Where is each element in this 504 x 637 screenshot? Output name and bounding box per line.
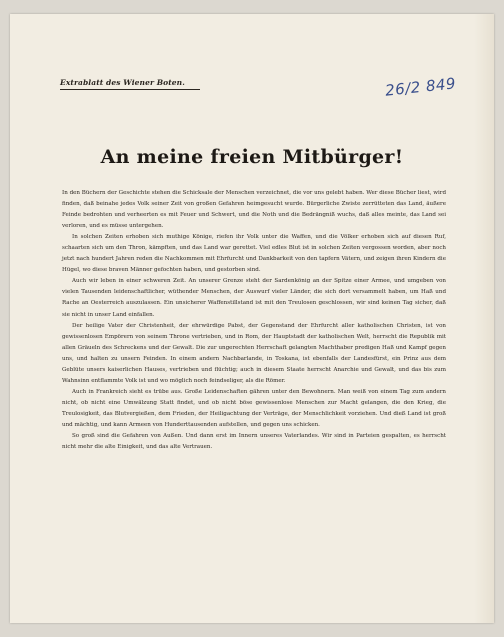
paragraph: Auch in Frankreich sieht es trübe aus. Große Leidenschaften gähren unter den Bewohnern. Man weiß von einem Tag zum andern nicht, ob nicht eine Umwälzung Statt findet, und ob nicht böse gewissenlose Menschen zur Macht gelangen, die den Krieg, die Treulosigkeit, das Blutvergießen, dem Frieden, der Heiligachtung der Verträge, der Menschlichkeit vorziehen. Und dieß Land ist groß und mächtig, und kann Armeen von Hunderttausenden aufstellen, und gegen uns schicken. — [62, 388, 446, 428]
paragraph: In solchen Zeiten erhoben sich muthige Könige, riefen ihr Volk unter die Waffen, und die Völker erhoben sich auf diesen Ruf, schaarten sich um den Thron, kämpften, und das Land war gerettet. Viel edles Blut ist in solchen Zeiten vergossen worden, aber noch jetzt nach hundert Jahren reden die Nachkommen mit Ehrfurcht und Dankbarkeit von den tapfern Vätern, und zeigen ihren Kindern die Hügel, wo diese braven Männer gefochten haben, und gestorben sind. — [62, 234, 446, 274]
archive-note: 26/2 849 — [384, 74, 457, 100]
document-header: Extrablatt des Wiener Boten. — [60, 78, 200, 90]
document-body — [62, 188, 446, 453]
paragraph: Auch wir leben in einer schweren Zeit. An unserer Grenze steht der Sardenkönig an der Spitze einer Armee, und umgeben von vielen Tausenden leidenschaftlicher, wüthender Menschen, der Auswurf vieler Länder, die sich dort versammelt haben, um Haß und Rache an Oesterreich auszulassen. Ein unsicherer Waffenstillstand ist mit den Treulosen geschlossen, wir sind keinen Tag sicher, daß sie nicht in unser Land einfallen. — [62, 278, 446, 318]
paragraph: So groß sind die Gefahren von Außen. Und dann erst im Innern unseres Vaterlandes. Wir sind in Parteien gespalten, es herrscht nicht mehr die alte Einigkeit, und das alte Vertrauen. — [62, 433, 446, 451]
document-title: An meine freien Mitbürger! — [100, 146, 404, 168]
paragraph: Der heilige Vater der Christenheit, der ehrwürdige Pabst, der Gegenstand der Ehrfurcht aller katholischen Christen, ist von gewissenlosen Empörern von seinem Throne vertrieben, und in Rom, der Hauptstadt der katholischen Welt, herrscht die Republik mit allen Gräueln des Schreckens und der Gewalt. Die zur ungerechten Herrschaft gelangten Machthaber predigen Haß und Kampf gegen uns, und halten zu unsern Feinden. In einem andern Nachbarlande, in Toskana, ist ebenfalls der Landesfürst, ein Prinz aus dem Geblüte unsers kaiserlichen Hauses, vertrieben und flüchtig; auch in diesem Staate herrscht Anarchie und Gewalt, und das bis zum Wahnsinn entflammte Volk ist und wo möglich noch feindseliger, als die Römer. — [62, 322, 446, 384]
paragraph: In den Büchern der Geschichte stehen die Schicksale der Menschen verzeichnet, die vor uns gelebt haben. Wer diese Bücher liest, wird finden, daß beinahe jedes Volk seiner Zeit von großen Gefahren heimgesucht wurde. Bürgerliche Zwiste zerrütteten das Land, äußere Feinde bedrohten und verheerten es mit Feuer und Schwert, und die Noth und die Bedrängniß wuchs, daß alles meinte, das Land sei verloren, und es müsse untergehen. — [62, 190, 446, 230]
